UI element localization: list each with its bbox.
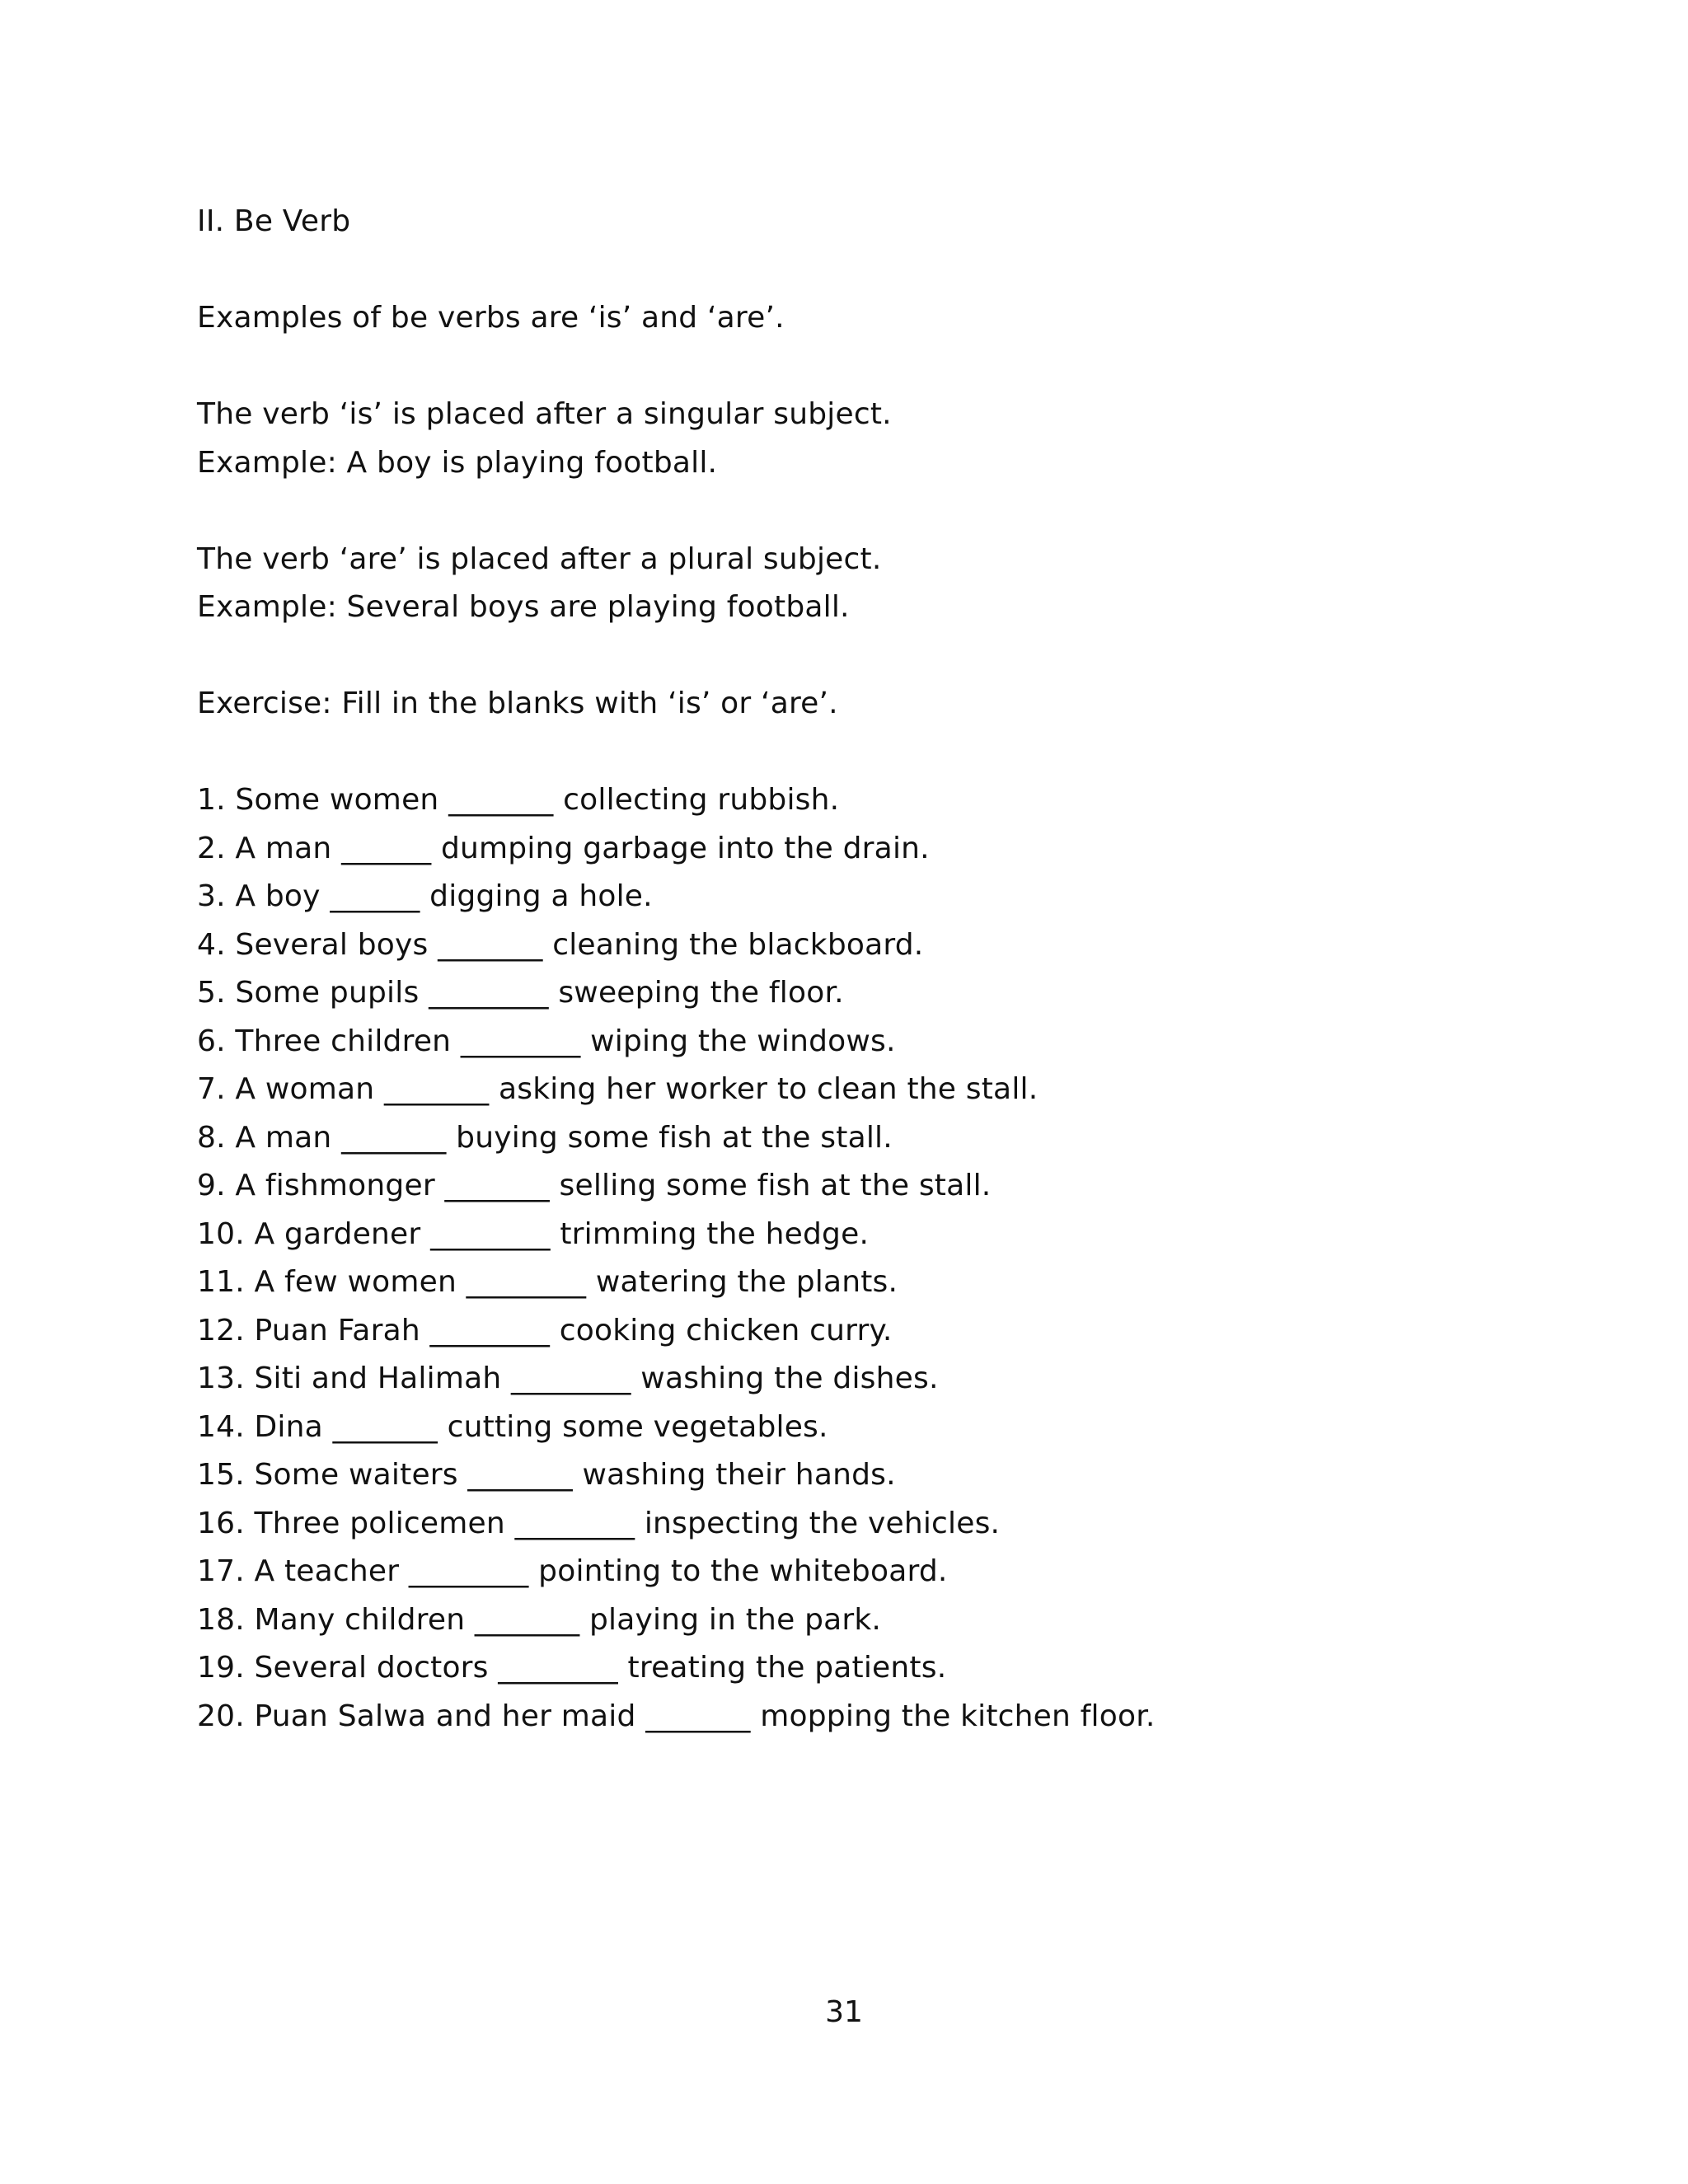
exercise-subject: 4. Several boys	[197, 927, 429, 962]
exercise-predicate: cooking chicken curry.	[559, 1313, 893, 1347]
exercise-item	[197, 1307, 1549, 1356]
exercise-item	[197, 1548, 1549, 1596]
exercise-item	[197, 969, 1549, 1018]
exercise-subject: 1. Some women	[197, 783, 439, 817]
exercise-predicate: buying some fish at the stall.	[456, 1120, 893, 1155]
exercise-subject: 18. Many children	[197, 1602, 466, 1637]
exercise-blank[interactable]: _______	[467, 1458, 573, 1492]
exercise-predicate: wiping the windows.	[590, 1024, 896, 1058]
exercise-item	[197, 921, 1549, 970]
exercise-item	[197, 1211, 1549, 1259]
exercise-blank[interactable]: _______	[444, 1169, 550, 1202]
exercise-blank[interactable]: _______	[474, 1602, 580, 1637]
exercise-predicate: washing the dishes.	[640, 1361, 939, 1395]
exercise-item	[197, 1500, 1549, 1549]
exercise-blank[interactable]: ________	[430, 1216, 551, 1251]
exercise-subject: 9. A fishmonger	[197, 1169, 435, 1202]
exercise-subject: 3. A boy	[197, 879, 321, 913]
exercise-subject: 8. A man	[197, 1120, 332, 1155]
exercise-item	[197, 1451, 1549, 1500]
exercise-predicate: collecting rubbish.	[563, 783, 840, 817]
exercise-blank[interactable]: ________	[466, 1265, 587, 1299]
exercise-item	[197, 1404, 1549, 1452]
exercise-blank[interactable]: ______	[341, 831, 432, 865]
exercise-subject: 12. Puan Farah	[197, 1313, 420, 1347]
exercise-predicate: treating the patients.	[627, 1651, 947, 1685]
exercise-predicate: cutting some vegetables.	[447, 1409, 828, 1444]
exercise-predicate: watering the plants.	[595, 1265, 898, 1299]
exercise-item	[197, 873, 1549, 921]
singular-rule: The verb ‘is’ is placed after a singular subject.	[197, 397, 892, 431]
section-title: II. Be Verb	[197, 204, 351, 238]
exercise-predicate: asking her worker to clean the stall.	[499, 1072, 1039, 1106]
exercise-item	[197, 825, 1549, 874]
exercise-item	[197, 1114, 1549, 1163]
exercise-predicate: mopping the kitchen floor.	[760, 1699, 1156, 1733]
spacer	[197, 246, 1549, 295]
exercise-blank[interactable]: ________	[514, 1506, 635, 1540]
exercise-item	[197, 1258, 1549, 1307]
exercise-predicate: washing their hands.	[582, 1458, 896, 1492]
exercise-predicate: dumping garbage into the drain.	[440, 831, 930, 865]
exercise-subject: 11. A few women	[197, 1265, 457, 1299]
spacer	[197, 343, 1549, 391]
exercise-blank[interactable]: _______	[448, 783, 554, 817]
exercise-blank[interactable]: _______	[332, 1409, 438, 1444]
spacer	[197, 632, 1549, 681]
exercise-blank[interactable]: ________	[460, 1024, 581, 1058]
exercise-item	[197, 1066, 1549, 1114]
exercise-blank[interactable]: _______	[645, 1699, 751, 1733]
exercise-subject: 7. A woman	[197, 1072, 375, 1106]
intro-text: Examples of be verbs are ‘is’ and ‘are’.	[197, 301, 785, 335]
page-number: 31	[825, 1995, 863, 2029]
exercise-item	[197, 1018, 1549, 1066]
exercise-item	[197, 1644, 1549, 1693]
exercise-predicate: selling some fish at the stall.	[559, 1169, 992, 1202]
exercise-item	[197, 1355, 1549, 1404]
exercise-subject: 15. Some waiters	[197, 1458, 458, 1492]
exercise-predicate: trimming the hedge.	[560, 1216, 870, 1251]
exercise-item	[197, 1693, 1549, 1741]
exercise-subject: 13. Siti and Halimah	[197, 1361, 502, 1395]
exercise-subject: 6. Three children	[197, 1024, 452, 1058]
exercise-predicate: pointing to the whiteboard.	[538, 1554, 948, 1588]
exercise-predicate: cleaning the blackboard.	[552, 927, 924, 962]
exercise-blank[interactable]: ________	[429, 1313, 551, 1347]
exercise-subject: 5. Some pupils	[197, 976, 420, 1010]
exercise-blank[interactable]: ________	[429, 976, 549, 1010]
exercise-blank[interactable]: _______	[438, 927, 543, 962]
exercise-subject: 10. A gardener	[197, 1216, 421, 1251]
exercise-blank[interactable]: ______	[330, 879, 420, 913]
exercise-subject: 19. Several doctors	[197, 1651, 489, 1685]
exercise-blank[interactable]: ________	[408, 1554, 529, 1588]
exercise-predicate: sweeping the floor.	[558, 976, 844, 1010]
exercise-subject: 20. Puan Salwa and her maid	[197, 1699, 636, 1733]
spacer	[197, 729, 1549, 777]
exercise-blank[interactable]: ________	[498, 1651, 618, 1685]
exercise-instruction: Exercise: Fill in the blanks with ‘is’ or ‘are’.	[197, 687, 838, 720]
plural-rule: The verb ‘are’ is placed after a plural subject.	[197, 541, 882, 576]
exercise-list	[197, 776, 1549, 1741]
exercise-item	[197, 1162, 1549, 1211]
exercise-predicate: playing in the park.	[588, 1602, 882, 1637]
spacer	[197, 487, 1549, 536]
exercise-predicate: inspecting the vehicles.	[644, 1506, 1001, 1540]
exercise-predicate: digging a hole.	[429, 879, 653, 913]
exercise-subject: 16. Three policemen	[197, 1506, 505, 1540]
exercise-subject: 2. A man	[197, 831, 332, 865]
exercise-blank[interactable]: _______	[341, 1120, 447, 1155]
exercise-subject: 14. Dina	[197, 1409, 323, 1444]
worksheet-content	[197, 198, 1549, 1741]
exercise-item	[197, 1596, 1549, 1645]
exercise-item	[197, 776, 1549, 825]
exercise-blank[interactable]: _______	[383, 1072, 490, 1106]
plural-example: Example: Several boys are playing football.	[197, 590, 850, 624]
singular-example: Example: A boy is playing football.	[197, 445, 718, 480]
exercise-subject: 17. A teacher	[197, 1554, 400, 1588]
exercise-blank[interactable]: ________	[511, 1361, 631, 1395]
